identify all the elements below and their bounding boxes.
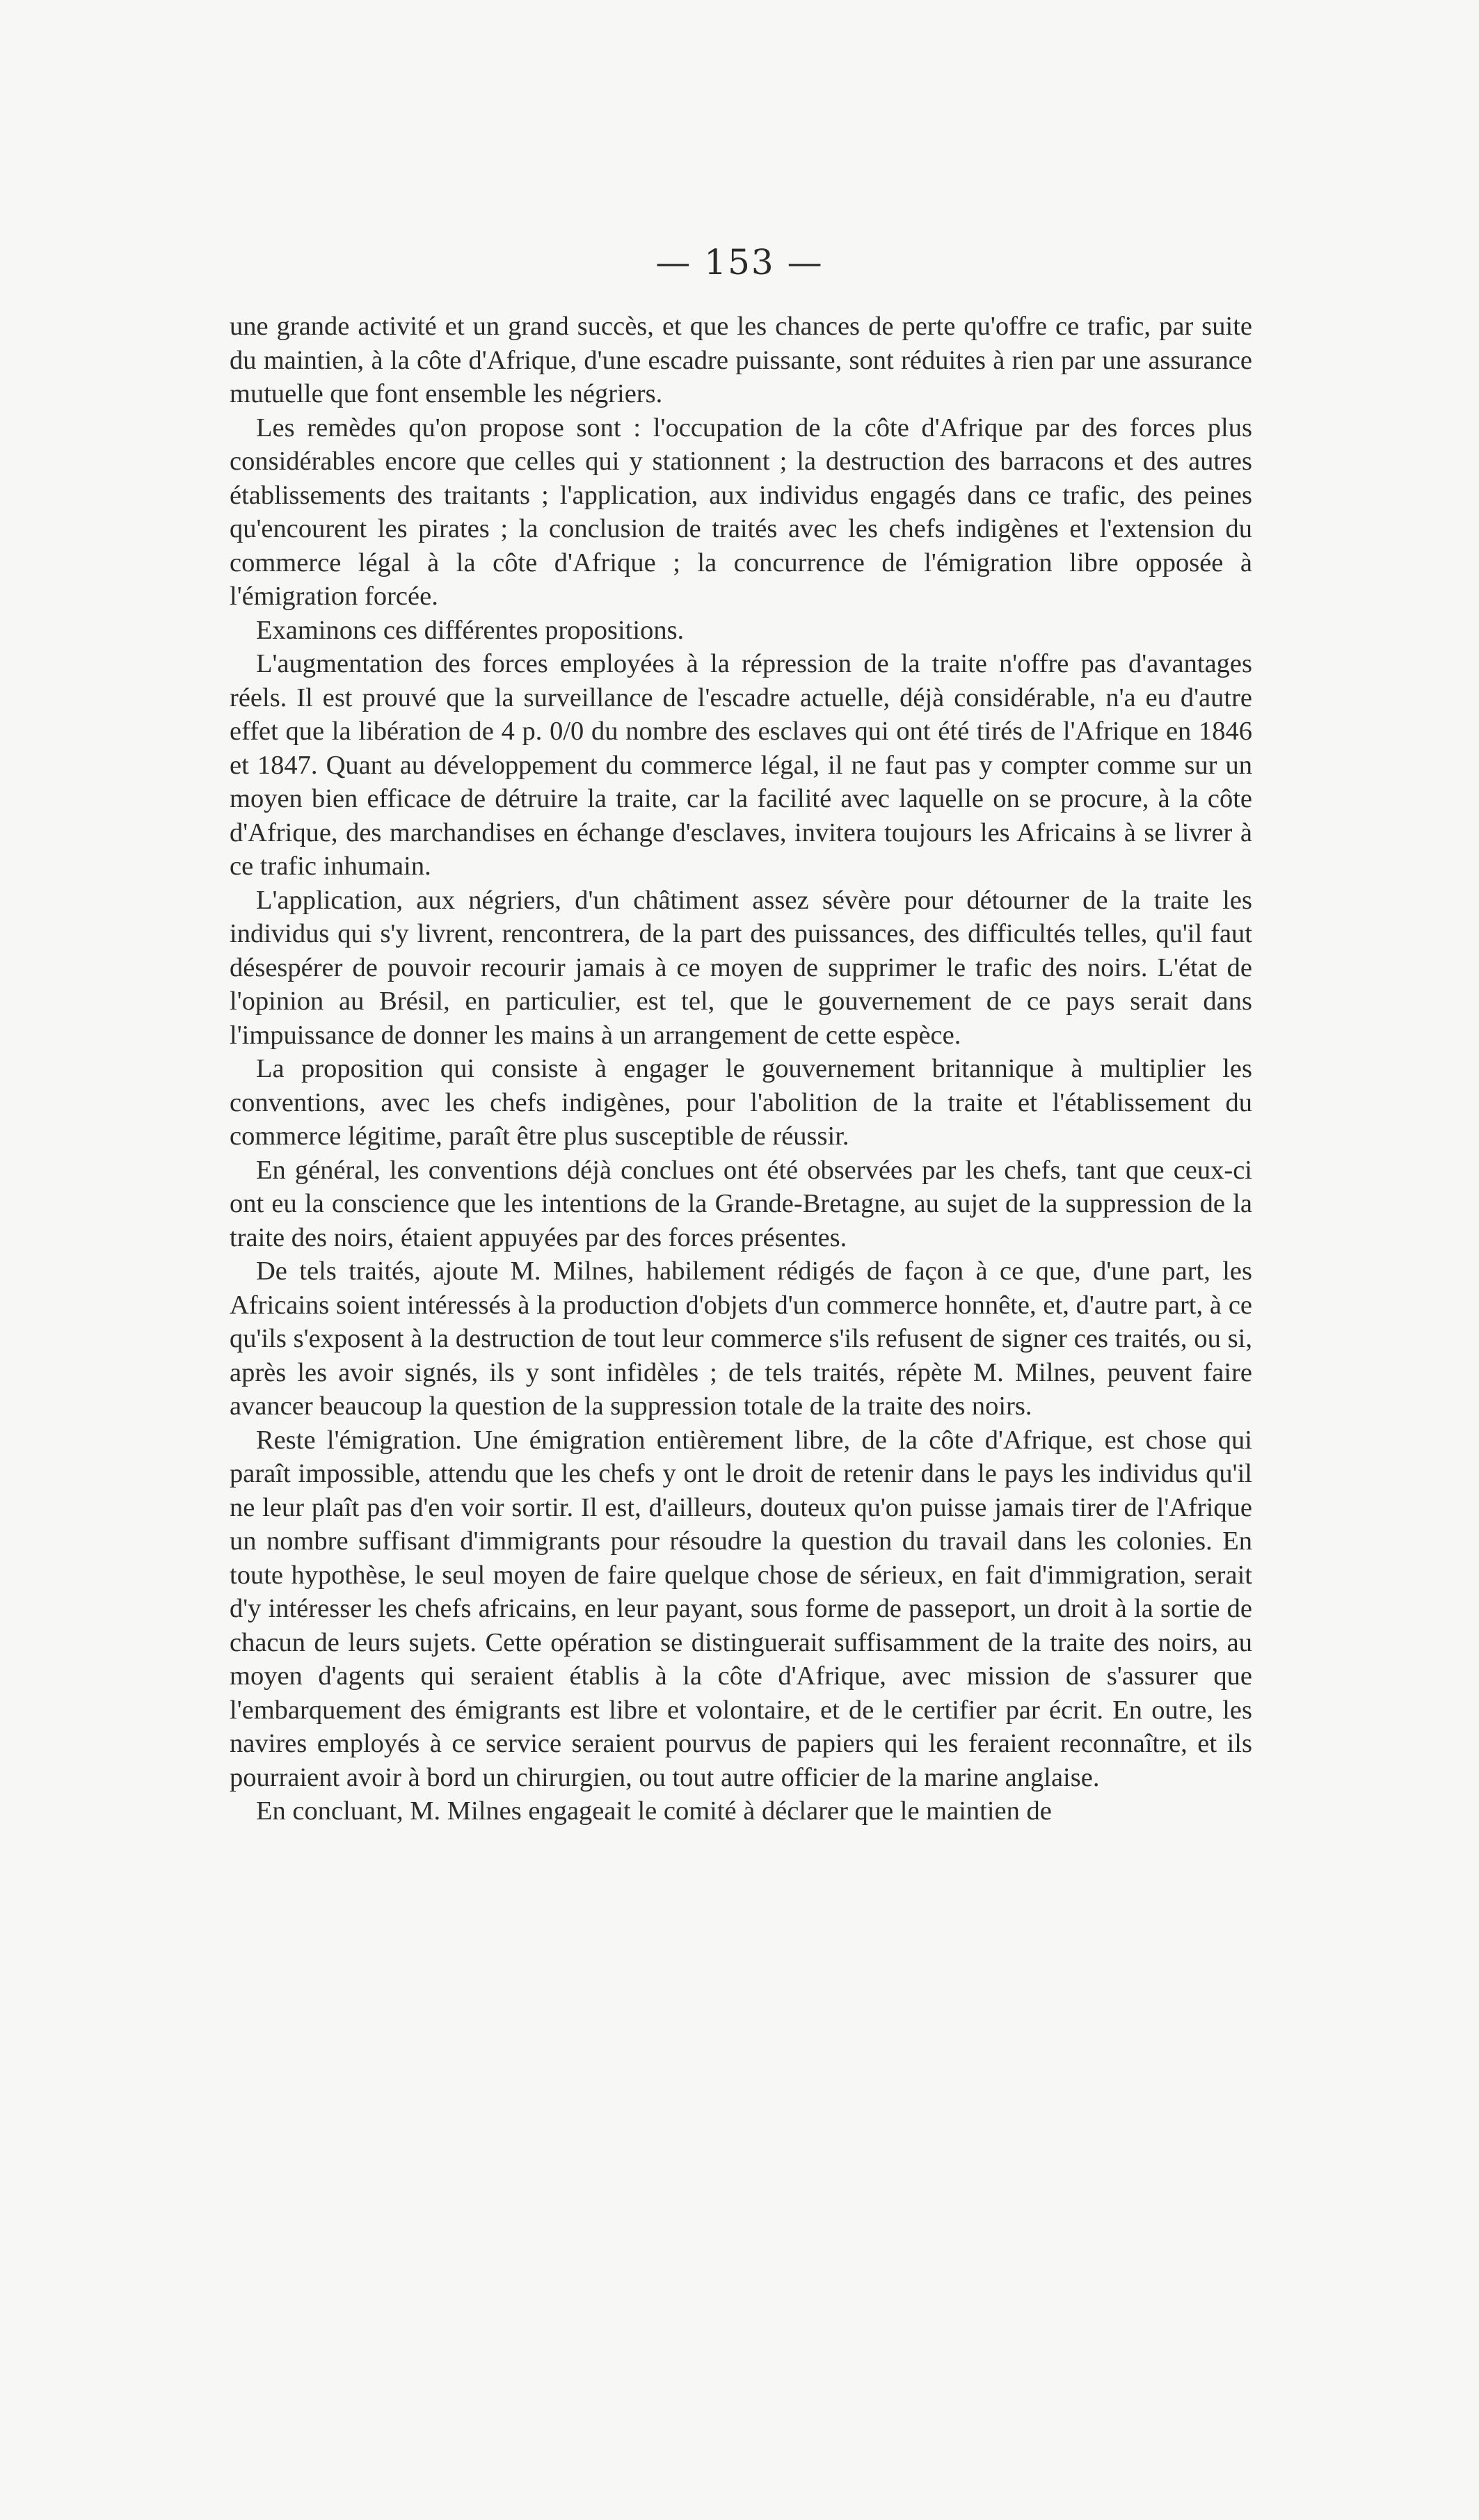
paragraph-examinons: Examinons ces différentes propositions. <box>256 615 685 645</box>
paragraph-application: L'application, aux négriers, d'un châtiment assez sévère pour détourner de la traite les individus qui s'y livrent, rencontrera, de la part des puissances, des difficultés telles, qu'il faut désespérer de pouvoir recourir jamais à ce moyen de supprimer le trafic des noirs. L'état de l'opinion au Brésil, en particulier, est tel, que le gouvernement de ce pays serait dans l'impuissance de donner les mains à un arrangement de cette espèce. <box>230 885 1252 1050</box>
paragraph-augmentation: L'augmentation des forces employées à la répression de la traite n'offre pas d'avantages réels. Il est prouvé que la surveillance de l'escadre actuelle, déjà considérable, n'a eu d'autre effet que la libération de 4 p. 0/0 du nombre des esclaves qui ont été tirés de l'Afrique en 1846 et 1847. Quant au développement du commerce légal, il ne faut pas y compter comme sur un moyen bien efficace de détruire la traite, car la facilité avec laquelle on se procure, à la côte d'Afrique, des marchandises en échange d'esclaves, invitera toujours les Africains à se livrer à ce trafic inhumain. <box>230 649 1252 881</box>
paragraph-proposition: La proposition qui consiste à engager le gouvernement britannique à multiplier les conventions, avec les chefs indigènes, pour l'abolition de la traite et l'établissement du commerce légitime, paraît être plus susceptible de réussir. <box>230 1054 1252 1151</box>
paragraph-continued: une grande activité et un grand succès, et que les chances de perte qu'offre ce trafic, par suite du maintien, à la côte d'Afrique, d'une escadre puissante, sont réduites à rien par une assurance mutuelle que font ensemble les négriers. <box>230 312 1252 408</box>
body-text <box>230 310 1252 1828</box>
paragraph-emigration: Reste l'émigration. Une émigration entièrement libre, de la côte d'Afrique, est chose qui paraît impossible, attendu que les chefs y ont le droit de retenir dans le pays les individus qu'il ne leur plaît pas d'en voir sortir. Il est, d'ailleurs, douteux qu'on puisse jamais tirer de l'Afrique un nombre suffisant d'immigrants pour résoudre la question du travail dans les colonies. En toute hypothèse, le seul moyen de faire quelque chose de sérieux, en fait d'immigration, serait d'y intéresser les chefs africains, en leur payant, sous forme de passeport, un droit à la sortie de chacun de leurs sujets. Cette opération se distinguerait suffisamment de la traite des noirs, au moyen d'agents qui seraient établis à la côte d'Afrique, avec mission de s'assurer que l'embarquement des émigrants est libre et volontaire, et de le certifier par écrit. En outre, les navires employés à ce service seraient pourvus de papiers qui les feraient reconnaître, et ils pourraient avoir à bord un chirurgien, ou tout autre officier de la marine anglaise. <box>230 1425 1252 1792</box>
paragraph-en-general: En général, les conventions déjà conclues ont été observées par les chefs, tant que ceux-ci ont eu la conscience que les intentions de la Grande-Bretagne, au sujet de la suppression de la traite des noirs, étaient appuyées par des forces présentes. <box>230 1155 1252 1252</box>
paragraph-tels-traites: De tels traités, ajoute M. Milnes, habilement rédigés de façon à ce que, d'une part, les Africains soient intéressés à la production d'objets d'un commerce honnête, et, d'autre part, à ce qu'ils s'exposent à la destruction de tout leur commerce s'ils refusent de signer ces traités, ou si, après les avoir signés, ils y sont infidèles ; de tels traités, répète M. Milnes, peuvent faire avancer beaucoup la question de la suppression totale de la traite des noirs. <box>230 1257 1252 1421</box>
paragraph-remedies: Les remèdes qu'on propose sont : l'occupation de la côte d'Afrique par des forces plus considérables encore que celles qui y stationnent ; la destruction des barracons et des autres établissements des traitants ; l'application, aux individus engagés dans ce trafic, des peines qu'encourent les pirates ; la conclusion de traités avec les chefs indigènes et l'extension du commerce légal à la côte d'Afrique ; la concurrence de l'émigration libre opposée à l'émigration forcée. <box>230 413 1252 611</box>
paragraph-conclusion: En concluant, M. Milnes engageait le comité à déclarer que le maintien de <box>256 1796 1052 1826</box>
page-number: — 153 — <box>655 242 824 282</box>
